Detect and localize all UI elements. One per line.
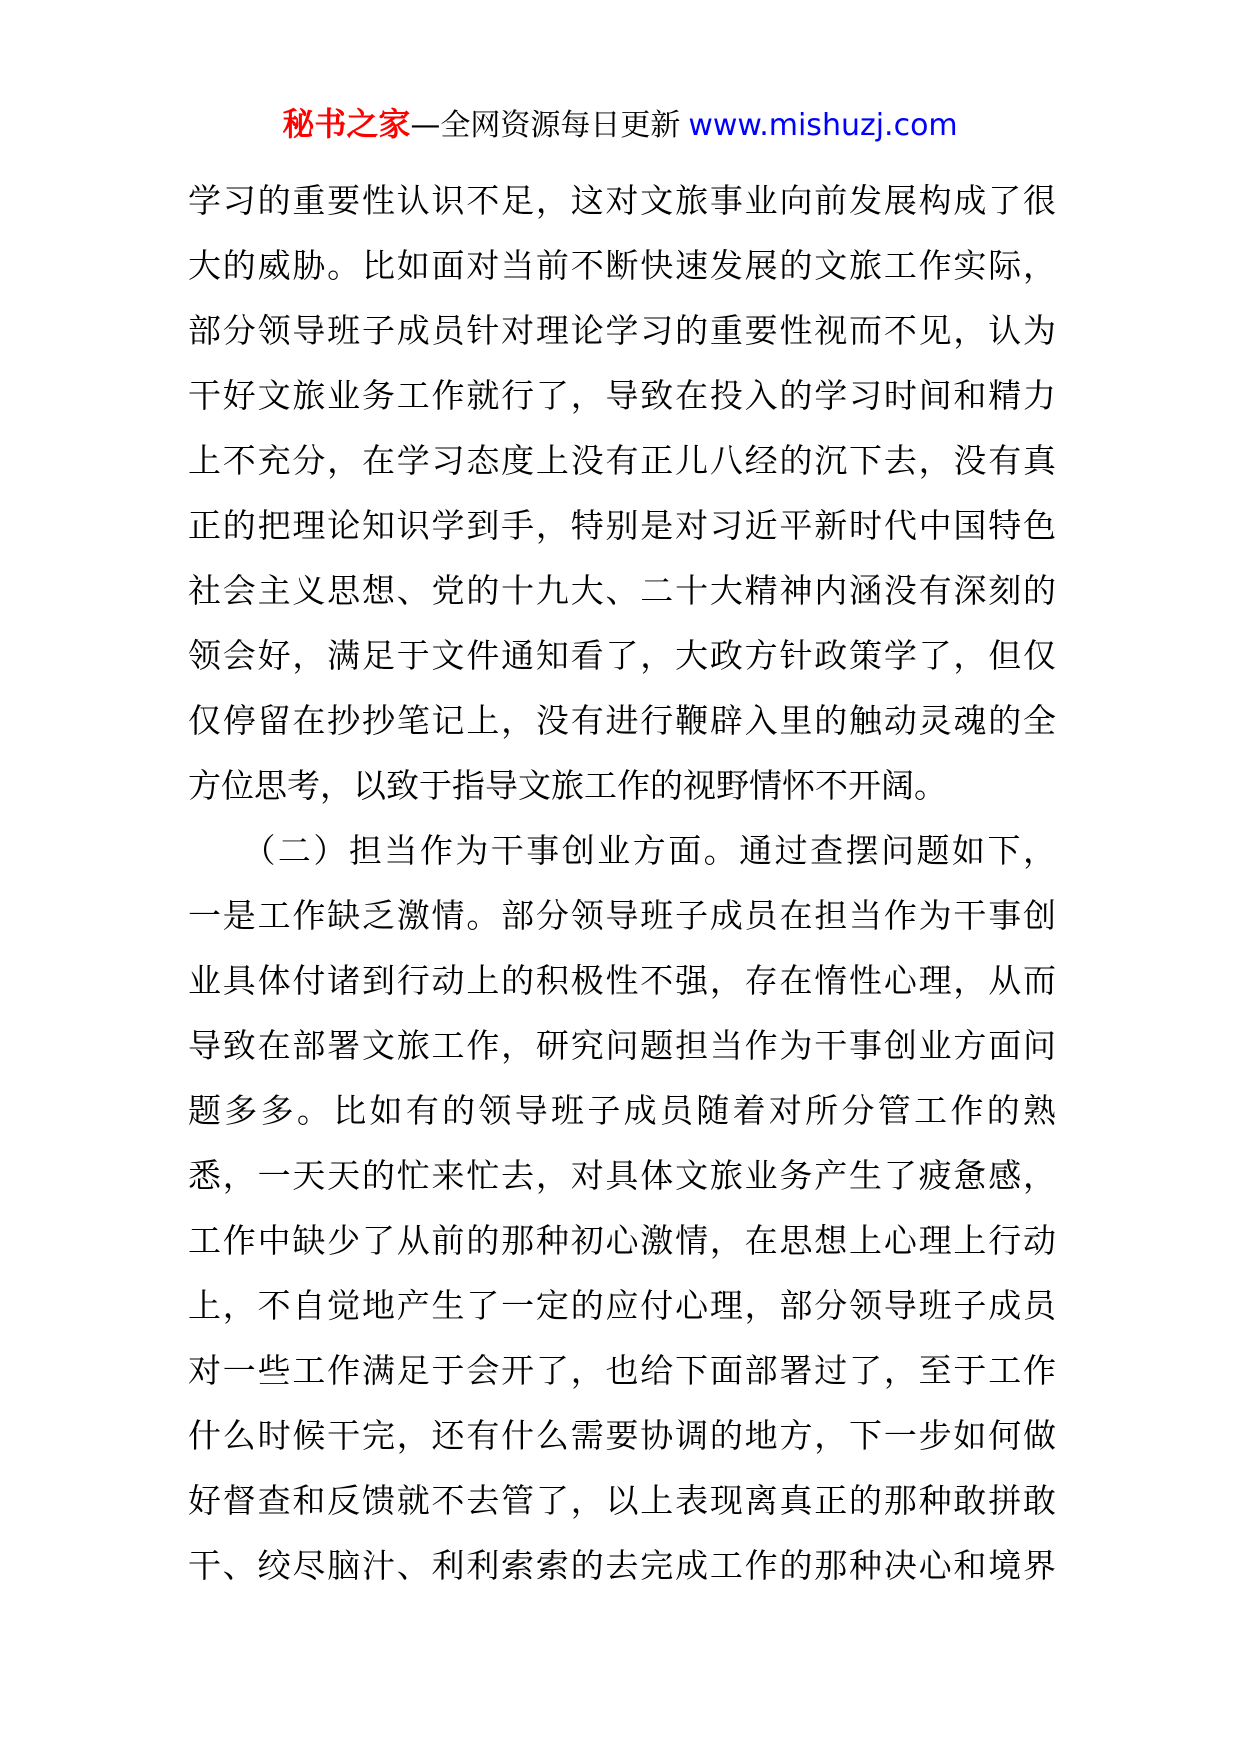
text-line: 工作中缺少了从前的那种初心激情，在思想上心理上行动 bbox=[188, 1221, 1056, 1260]
text-line: 上不充分，在学习态度上没有正儿八经的沉下去，没有真 bbox=[188, 441, 1056, 480]
text-line: 题多多。比如有的领导班子成员随着对所分管工作的熟 bbox=[188, 1091, 1056, 1130]
text-line: 什么时候干完，还有什么需要协调的地方，下一步如何做 bbox=[188, 1416, 1056, 1455]
text-line: 仅停留在抄抄笔记上，没有进行鞭辟入里的触动灵魂的全 bbox=[188, 701, 1056, 740]
brand-name: 秘书之家 bbox=[282, 105, 411, 143]
text-line: 社会主义思想、党的十九大、二十大精神内涵没有深刻的 bbox=[188, 571, 1056, 610]
text-line: 导致在部署文旅工作，研究问题担当作为干事创业方面问 bbox=[188, 1026, 1056, 1065]
text-line: 干好文旅业务工作就行了，导致在投入的学习时间和精力 bbox=[188, 376, 1056, 415]
text-line: 对一些工作满足于会开了，也给下面部署过了，至于工作 bbox=[188, 1351, 1056, 1390]
text-line: 大的威胁。比如面对当前不断快速发展的文旅工作实际， bbox=[188, 246, 1056, 285]
text-line: 领会好，满足于文件通知看了，大政方针政策学了，但仅 bbox=[188, 636, 1056, 675]
header-slogan: —全网资源每日更新 bbox=[410, 108, 681, 143]
text-line: 业具体付诸到行动上的积极性不强，存在惰性心理，从而 bbox=[188, 961, 1056, 1000]
text-line: 干、绞尽脑汁、利利索索的去完成工作的那种决心和境界 bbox=[188, 1546, 1056, 1585]
document-body bbox=[188, 168, 1056, 1598]
text-line: 部分领导班子成员针对理论学习的重要性视而不见，认为 bbox=[188, 311, 1056, 350]
text-line: 方位思考，以致于指导文旅工作的视野情怀不开阔。 bbox=[188, 766, 947, 805]
site-url-link[interactable]: www.mishuzj.com bbox=[688, 108, 958, 143]
text-line: 正的把理论知识学到手，特别是对习近平新时代中国特色 bbox=[188, 506, 1056, 545]
text-line: 学习的重要性认识不足，这对文旅事业向前发展构成了很 bbox=[188, 181, 1056, 220]
text-line: 上，不自觉地产生了一定的应付心理，部分领导班子成员 bbox=[188, 1286, 1056, 1325]
text-line: 悉，一天天的忙来忙去，对具体文旅业务产生了疲惫感， bbox=[188, 1156, 1056, 1195]
text-line: 一是工作缺乏激情。部分领导班子成员在担当作为干事创 bbox=[188, 896, 1056, 935]
text-line: 好督查和反馈就不去管了，以上表现离真正的那种敢拼敢 bbox=[188, 1481, 1056, 1520]
section-heading-line: （二）担当作为干事创业方面。通过查摆问题如下， bbox=[188, 831, 1056, 870]
page-header bbox=[0, 104, 1240, 146]
